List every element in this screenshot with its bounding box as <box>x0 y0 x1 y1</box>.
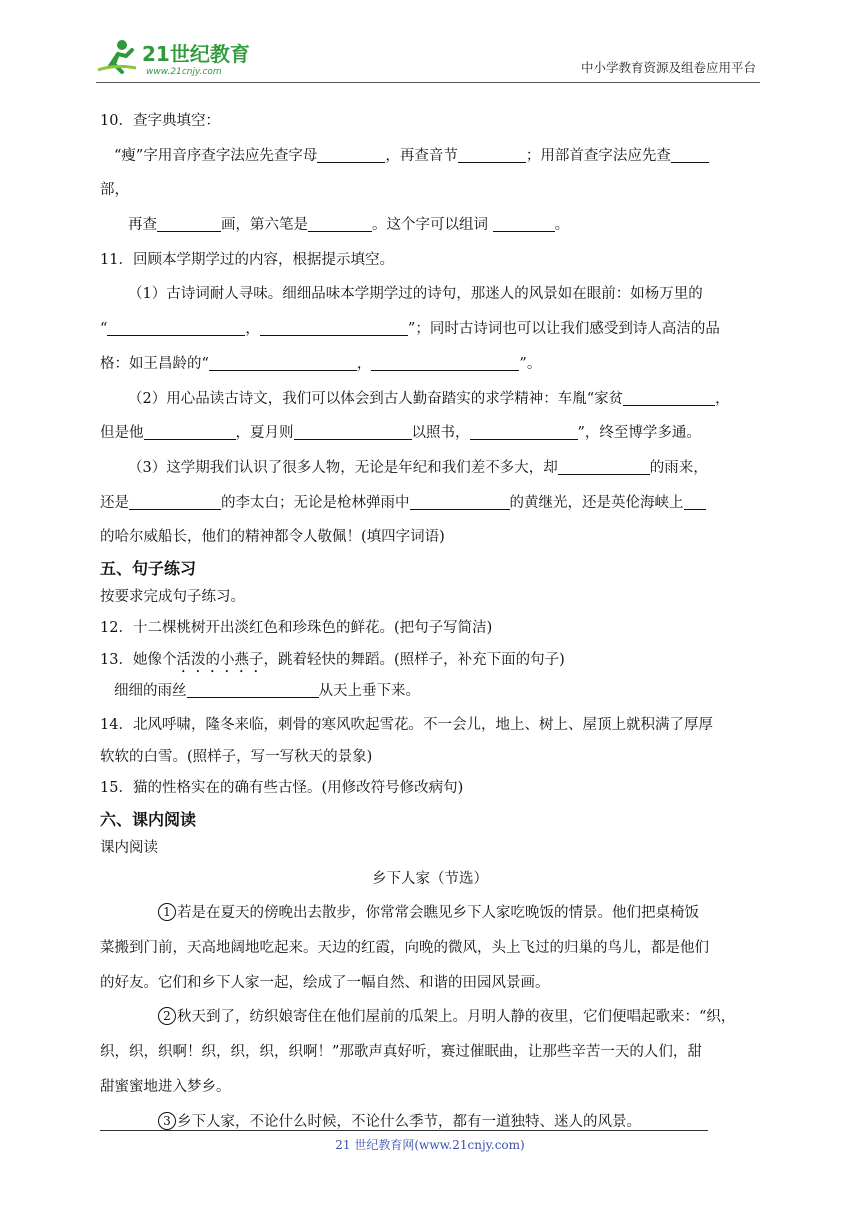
q10-line2: 部， <box>100 182 129 199</box>
q10-line3: 再查 画，第六笔是 。这个字可以组词 。 <box>100 208 760 243</box>
runner-icon <box>98 40 136 72</box>
paragraph-number: 3 <box>158 1112 176 1130</box>
q15: 15．猫的性格实在的确有些古怪。(用修改符号修改病句) <box>100 780 464 796</box>
answer-blank[interactable] <box>671 145 709 163</box>
q11-p1-line1: （1）古诗词耐人寻味。细细品味本学期学过的诗句，那迷人的风景如在眼前：如杨万里的 <box>128 286 703 303</box>
q11-p3-line3: 的哈尔威船长，他们的精神都令人敬佩！(填四字词语) <box>100 529 445 546</box>
answer-blank[interactable] <box>107 318 245 336</box>
answer-blank[interactable] <box>410 492 510 510</box>
q11-p1-line2: “ ， ”；同时古诗词也可以让我们感受到诗人高洁的品 <box>100 312 760 347</box>
q11-title: 11．回顾本学期学过的内容，根据提示填空。 <box>100 251 394 268</box>
emphasized-phrase: 活泼的小燕子 <box>176 651 264 668</box>
footer-rule <box>100 1130 708 1131</box>
q12: 12．十二棵桃树开出淡红色和珍珠色的鲜花。(把句子写简洁) <box>100 619 493 636</box>
passage-p2-line3: 甜蜜蜜地进入梦乡。 <box>100 1078 231 1095</box>
section6-intro: 课内阅读 <box>100 839 158 856</box>
q11-p3-line2: 还是 的李太白；无论是枪林弹雨中 的黄继光，还是英伦海峡上 <box>100 486 760 521</box>
answer-blank[interactable] <box>470 422 578 440</box>
answer-blank[interactable] <box>157 214 221 232</box>
answer-blank[interactable] <box>187 680 319 698</box>
q14-line2: 软软的白雪。(照样子，写一写秋天的景象) <box>100 749 373 765</box>
answer-blank[interactable] <box>558 457 650 475</box>
q11-p2-line2: 但是他 ，夏月则 以照书， ”，终至博学多通。 <box>100 416 760 451</box>
answer-blank[interactable] <box>260 318 408 336</box>
passage-p2-line1: 2 秋天到了，纺织娘寄住在他们屋前的瓜架上。月明人静的夜里，它们便唱起歌来：“织， <box>100 1000 760 1035</box>
paragraph-number: 2 <box>158 1007 176 1025</box>
paragraph-number: 1 <box>158 903 176 921</box>
passage-p1-line1: 1 若是在夏天的傍晚出去散步，你常常会瞧见乡下人家吃晚饭的情景。他们把桌椅饭 <box>100 896 760 931</box>
section5-heading: 五、句子练习 <box>100 558 197 578</box>
q11-p3-line1: （3）这学期我们认识了很多人物，无论是年纪和我们差不多大，却 的雨来， <box>100 451 760 486</box>
passage-title: 乡下人家（节选） <box>372 870 488 887</box>
answer-blank[interactable] <box>144 422 236 440</box>
page-footer[interactable]: 21 世纪教育网(www.21cnjy.com) <box>335 1138 525 1152</box>
page-header <box>96 34 760 83</box>
q14-line1: 14．北风呼啸，隆冬来临，刺骨的寒风吹起雪花。不一会儿，地上、树上、屋顶上就积满了厚厚 <box>100 717 713 734</box>
answer-blank[interactable] <box>209 353 357 371</box>
answer-blank[interactable] <box>371 353 519 371</box>
logo-text: 21世纪教育 <box>142 42 250 66</box>
q11-p2-line1: （2）用心品读古诗文，我们可以体会到古人勤奋踏实的求学精神：车胤“家贫 ， <box>100 382 760 417</box>
passage-p3-line1: 3 乡下人家，不论什么时候，不论什么季节，都有一道独特、迷人的风景。 <box>100 1105 760 1140</box>
document-body <box>100 104 760 1139</box>
header-platform-name: 中小学教育资源及组卷应用平台 <box>580 60 756 75</box>
q10-line1: “瘦”字用音序查字法应先查字母 ，再查音节 ；用部首查字法应先查 <box>100 139 760 174</box>
answer-blank[interactable] <box>129 492 221 510</box>
answer-blank[interactable] <box>294 422 412 440</box>
section5-intro: 按要求完成句子练习。 <box>100 588 245 605</box>
passage-p1-line3: 的好友。它们和乡下人家一起，绘成了一幅自然、和谐的田园风景画。 <box>100 974 550 991</box>
answer-blank[interactable] <box>317 145 385 163</box>
answer-blank[interactable] <box>308 214 372 232</box>
site-logo <box>96 36 276 78</box>
passage-p1-line2: 菜搬到门前，天高地阔地吃起来。天边的红霞，向晚的微风，头上飞过的归巢的鸟儿，都是他们 <box>100 940 709 957</box>
q10-title: 10．查字典填空： <box>100 113 220 129</box>
section6-heading: 六、课内阅读 <box>100 809 197 829</box>
logo-sub: www.21cnjy.com <box>146 67 222 77</box>
answer-blank[interactable] <box>458 145 526 163</box>
q13: 13．她像个活泼的小燕子，跳着轻快的舞蹈。(照样子，补充下面的句子) <box>100 651 565 668</box>
answer-blank[interactable] <box>623 388 715 406</box>
passage-p2-line2: 织，织，织啊！织，织，织，织啊！”那歌声真好听，赛过催眠曲，让那些辛苦一天的人们，甜 <box>100 1044 702 1061</box>
q13-fill: 细细的雨丝 从天上垂下来。 <box>100 674 760 709</box>
answer-blank[interactable] <box>684 492 706 510</box>
q11-p1-line3: 格：如王昌龄的“ ， ”。 <box>100 347 760 382</box>
answer-blank[interactable] <box>493 214 555 232</box>
